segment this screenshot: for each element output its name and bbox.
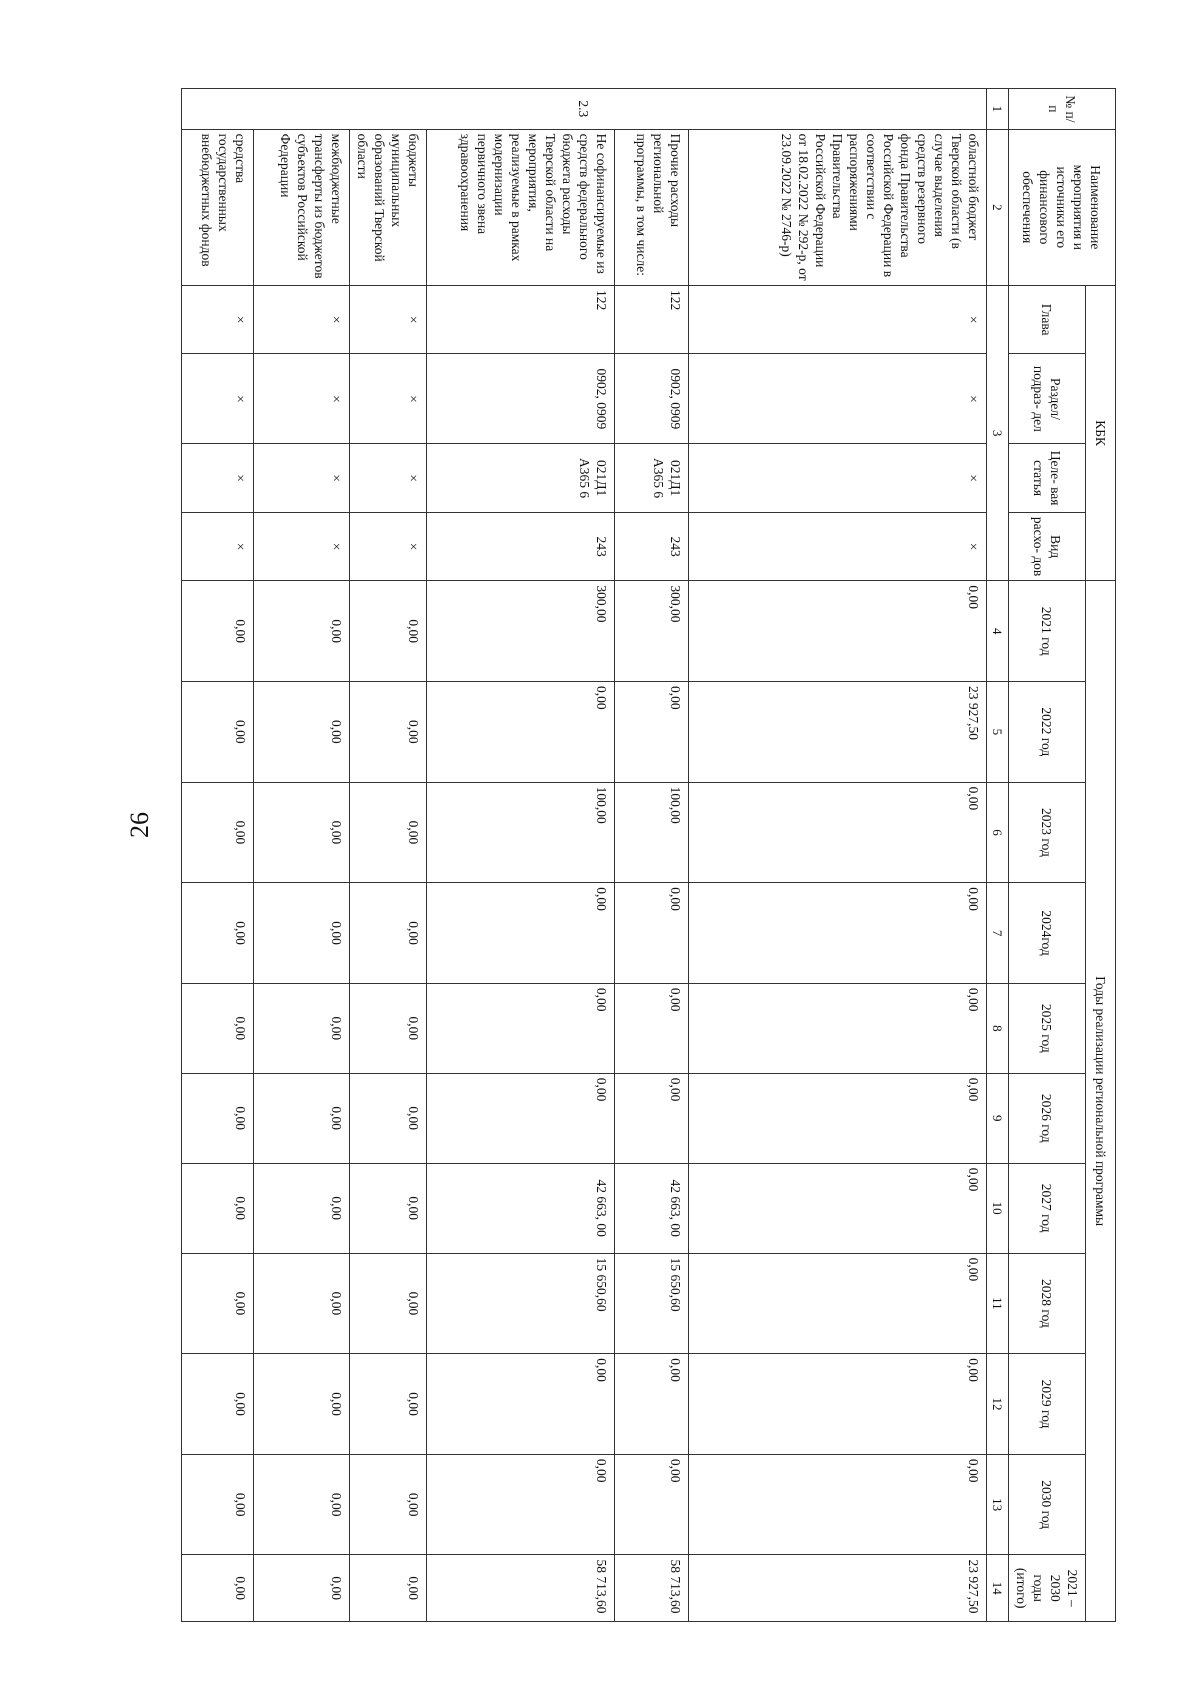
cell-value: 0,00 [689,1454,987,1555]
header-year: 2023 год [1009,782,1086,883]
cell-value: 0,00 [427,883,615,984]
cell-value: 0,00 [254,682,350,783]
cell-value: 0,00 [182,581,254,682]
cell-celevaya: 021Д1 А365 6 [615,444,689,513]
group-number: 2.3 [182,89,987,130]
row-name: Не софинансируемые из средств федерального бюджета расходы Тверской области на мероприятия, реализуемые в рамках модернизации первичного звена здравоохранения [427,129,615,285]
header-name: Наименование мероприятия и источники его финансового обеспечения [1009,129,1116,285]
column-number: 9 [987,1073,1009,1163]
cell-glava: 122 [615,285,689,354]
column-number: 1 [987,89,1009,130]
column-number: 13 [987,1454,1009,1555]
cell-value: 23 927,50 [689,1555,987,1622]
header-year: 2030 год [1009,1454,1086,1555]
cell-value: 42 663, 00 [615,1163,689,1253]
cell-vid: 243 [615,512,689,581]
cell-value: 0,00 [254,1163,350,1253]
cell-value: 0,00 [182,1354,254,1455]
cell-value: 0,00 [182,1555,254,1622]
page-number: 26 [125,812,154,838]
column-number: 7 [987,883,1009,984]
cell-value: 0,00 [615,883,689,984]
cell-glava: × [254,285,350,354]
cell-value: 0,00 [689,983,987,1073]
cell-value: 0,00 [689,883,987,984]
table-row [427,89,615,1622]
column-number: 10 [987,1163,1009,1253]
cell-value: 0,00 [254,883,350,984]
cell-vid: × [254,512,350,581]
cell-glava: × [182,285,254,354]
header-year: 2026 год [1009,1073,1086,1163]
column-number: 3 [987,285,1009,580]
cell-value: 0,00 [689,1073,987,1163]
cell-value: 0,00 [350,1354,427,1455]
cell-value: 0,00 [350,983,427,1073]
header-kbk: КБК [1086,285,1116,580]
cell-value: 0,00 [615,983,689,1073]
cell-glava: 122 [427,285,615,354]
column-number: 12 [987,1354,1009,1455]
cell-value: 0,00 [689,1354,987,1455]
cell-razdel: 0902, 0909 [427,354,615,444]
row-name: межбюджетные трансферты из бюджетов субъектов Российской Федерации [254,129,350,285]
cell-value: 0,00 [427,1354,615,1455]
header-year: 2029 год [1009,1354,1086,1455]
cell-value: 0,00 [615,682,689,783]
cell-value: 0,00 [182,883,254,984]
header-celevaya: Целе- вая статья [1009,444,1086,513]
table-row [182,89,254,1622]
cell-value: 0,00 [182,983,254,1073]
cell-value: 0,00 [182,1073,254,1163]
cell-vid: 243 [427,512,615,581]
cell-razdel: × [350,354,427,444]
cell-value: 0,00 [350,782,427,883]
cell-value: 300,00 [615,581,689,682]
header-num: № п/п [1009,89,1116,130]
header-glava: Глава [1009,285,1086,354]
cell-value: 0,00 [254,782,350,883]
table-row [689,89,987,1622]
cell-value: 0,00 [182,1253,254,1354]
cell-value: 0,00 [182,782,254,883]
cell-value: 0,00 [427,1454,615,1555]
cell-value: 42 663, 00 [427,1163,615,1253]
header-year: 2025 год [1009,983,1086,1073]
column-number: 5 [987,682,1009,783]
table-row [254,89,350,1622]
column-number: 6 [987,782,1009,883]
cell-razdel: × [254,354,350,444]
cell-celevaya: 021Д1 А365 6 [427,444,615,513]
cell-glava: × [350,285,427,354]
cell-value: 0,00 [350,682,427,783]
cell-razdel: × [689,354,987,444]
column-number: 14 [987,1555,1009,1622]
row-name: бюджеты муниципальных образований Тверской области [350,129,427,285]
cell-value: 58 713,60 [615,1555,689,1622]
cell-value: 0,00 [254,1073,350,1163]
cell-value: 0,00 [182,1454,254,1555]
cell-value: 0,00 [254,983,350,1073]
column-number: 11 [987,1253,1009,1354]
header-razdel: Раздел/ подраз- дел [1009,354,1086,444]
row-name: средства государственных внебюджетных фондов [182,129,254,285]
cell-value: 0,00 [182,1163,254,1253]
row-name: Прочие расходы региональной программы, в том числе: [615,129,689,285]
cell-value: 0,00 [254,1253,350,1354]
cell-celevaya: × [689,444,987,513]
cell-value: 100,00 [615,782,689,883]
cell-value: 0,00 [689,581,987,682]
row-name: областной бюджет Тверской области (в случае выделения средств резервного фонда Правительства Российской Федерации в соответствии с распоряжениями Правительства Российской Федерации от 18.02.2022 № 292-р, от 23.09.2022 № 2746-р) [689,129,987,285]
cell-value: 0,00 [689,782,987,883]
column-number: 2 [987,129,1009,285]
cell-value: 0,00 [254,581,350,682]
header-year: 2027 год [1009,1163,1086,1253]
table-row [615,89,689,1622]
cell-razdel: × [182,354,254,444]
column-number: 4 [987,581,1009,682]
cell-celevaya: × [254,444,350,513]
cell-value: 100,00 [427,782,615,883]
cell-value: 0,00 [350,1253,427,1354]
cell-value: 15 650,60 [427,1253,615,1354]
cell-value: 15 650,60 [615,1253,689,1354]
cell-value: 0,00 [427,1073,615,1163]
cell-value: 0,00 [427,983,615,1073]
cell-razdel: 0902, 0909 [615,354,689,444]
cell-celevaya: × [182,444,254,513]
cell-value: 0,00 [254,1354,350,1455]
header-year: 2028 год [1009,1253,1086,1354]
cell-value: 0,00 [350,1454,427,1555]
header-year: 2022 год [1009,682,1086,783]
header-year: 2021 год [1009,581,1086,682]
cell-value: 58 713,60 [427,1555,615,1622]
cell-value: 0,00 [182,682,254,783]
cell-vid: × [182,512,254,581]
cell-celevaya: × [350,444,427,513]
cell-value: 0,00 [427,682,615,783]
cell-value: 0,00 [689,1253,987,1354]
header-year-total: 2021 – 2030 годы (итого) [1009,1555,1086,1622]
financing-table [181,88,1116,1622]
cell-value: 0,00 [615,1454,689,1555]
cell-value: 23 927,50 [689,682,987,783]
cell-vid: × [689,512,987,581]
cell-value: 0,00 [254,1555,350,1622]
header-year: 2024год [1009,883,1086,984]
cell-value: 0,00 [615,1073,689,1163]
header-years-group: Годы реализации региональной программы [1086,581,1116,1622]
cell-value: 0,00 [350,1163,427,1253]
cell-value: 300,00 [427,581,615,682]
cell-value: 0,00 [350,883,427,984]
cell-value: 0,00 [350,1073,427,1163]
header-vid: Вид расхо- дов [1009,512,1086,581]
cell-value: 0,00 [254,1454,350,1555]
cell-vid: × [350,512,427,581]
cell-value: 0,00 [615,1354,689,1455]
cell-value: 0,00 [350,581,427,682]
cell-value: 0,00 [689,1163,987,1253]
table-row [350,89,427,1622]
cell-glava: × [689,285,987,354]
rotated-table-container [183,88,1116,1622]
cell-value: 0,00 [350,1555,427,1622]
column-number: 8 [987,983,1009,1073]
